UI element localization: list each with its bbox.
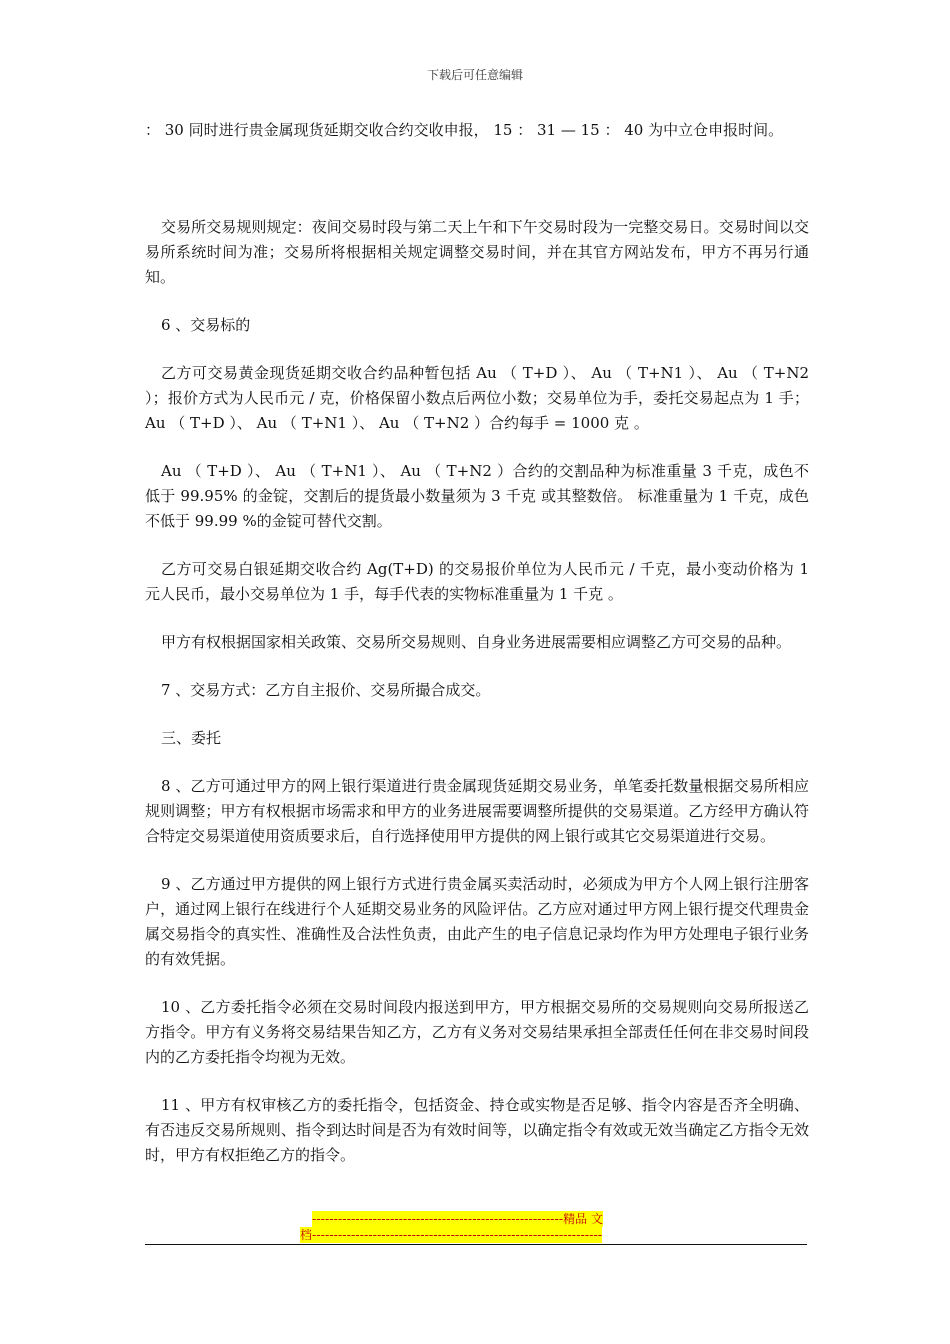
section-heading-trading-subject: 6 、交易标的 <box>161 316 251 334</box>
paragraph-clause-9: 9 、乙方通过甲方提供的网上银行方式进行贵金属买卖活动时，必须成为甲方个人网上银行注册客户，通过网上银行在线进行个人延期交易业务的风险评估。乙方应对通过甲方网上银行提交代理贵金属交易指令的真实性、准确性及合法性负责，由此产生的电子信息记录均作为甲方处理电子银行业务的有效凭据。 <box>145 875 809 968</box>
paragraph-trading-hours-tail: ： 30 同时进行贵金属现货延期交收合约交收申报， 15 ： 31 — 15 ： 40 为中立仓申报时间。 <box>145 121 784 139</box>
paragraph-clause-8: 8 、乙方可通过甲方的网上银行渠道进行贵金属现货延期交易业务，单笔委托数量根据交易所相应规则调整；甲方有权根据市场需求和甲方的业务进展需要调整所提供的交易渠道。乙方经甲方确认符合特定交易渠道使用资质要求后，自行选择使用甲方提供的网上银行或其它交易渠道进行交易。 <box>145 777 809 845</box>
section-heading-entrustment: 三、委托 <box>161 729 222 747</box>
paragraph-clause-11: 11 、甲方有权审核乙方的委托指令，包括资金、持仓或实物是否足够、指令内容是否齐全明确、有否违反交易所规则、指令到达时间是否为有效时间等，以确定指令有效或无效当确定乙方指令无效时，甲方有权拒绝乙方的指令。 <box>145 1096 809 1164</box>
page-header: 下载后可任意编辑 <box>426 68 523 82</box>
paragraph-trading-rules: 交易所交易规则规定：夜间交易时段与第二天上午和下午交易时段为一完整交易日。交易时间以交易所系统时间为准；交易所将根据相关规定调整交易时间，并在其官方网站发布，甲方不再另行通知。 <box>145 218 809 286</box>
paragraph-clause-10: 10 、乙方委托指令必须在交易时间段内报送到甲方，甲方根据交易所的交易规则向交易所报送乙方指令。甲方有义务将交易结果告知乙方，乙方有义务对交易结果承担全部责任任何在非交易时间段内的乙方委托指令均视为无效。 <box>145 998 809 1066</box>
footer-line-1: ----------------------------------------------------------精品 文 <box>312 1212 603 1226</box>
page-footer-banner <box>300 1211 660 1243</box>
paragraph-trading-method: 7 、交易方式：乙方自主报价、交易所撮合成交。 <box>161 681 491 699</box>
paragraph-silver-contract: 乙方可交易白银延期交收合约 Ag(T+D) 的交易报价单位为人民币元 / 千克，最小变动价格为 1 元人民币，最小交易单位为 1 手，每手代表的实物标准重量为 1 千克 。 <box>145 560 809 603</box>
footer-line-2: 档------------------------------------------------------------------- <box>300 1228 603 1242</box>
paragraph-adjust-varieties: 甲方有权根据国家相关政策、交易所交易规则、自身业务进展需要相应调整乙方可交易的品种。 <box>161 633 792 651</box>
document-body <box>145 118 809 1168</box>
paragraph-gold-contracts: 乙方可交易黄金现货延期交收合约品种暂包括 Au （ T+D ）、 Au （ T+N1 ）、 Au （ T+N2 ）；报价方式为人民币元 / 克，价格保留小数点后两位小数；交易单位为手，委托交易起点为 1 手； Au （ T+D ）、 Au （ T+N1 ）、 Au （ T+N2 ）合约每手 = 1000 克 。 <box>145 364 809 432</box>
footer-divider <box>145 1244 807 1245</box>
paragraph-gold-delivery: Au （ T+D ）、 Au （ T+N1 ）、 Au （ T+N2 ）合约的交割品种为标准重量 3 千克，成色不低于 99.95% 的金锭，交割后的提货最小数量须为 3 千克 或其整数倍。 标准重量为 1 千克，成色不低于 99.99 %的金锭可替代交割。 <box>145 462 809 530</box>
